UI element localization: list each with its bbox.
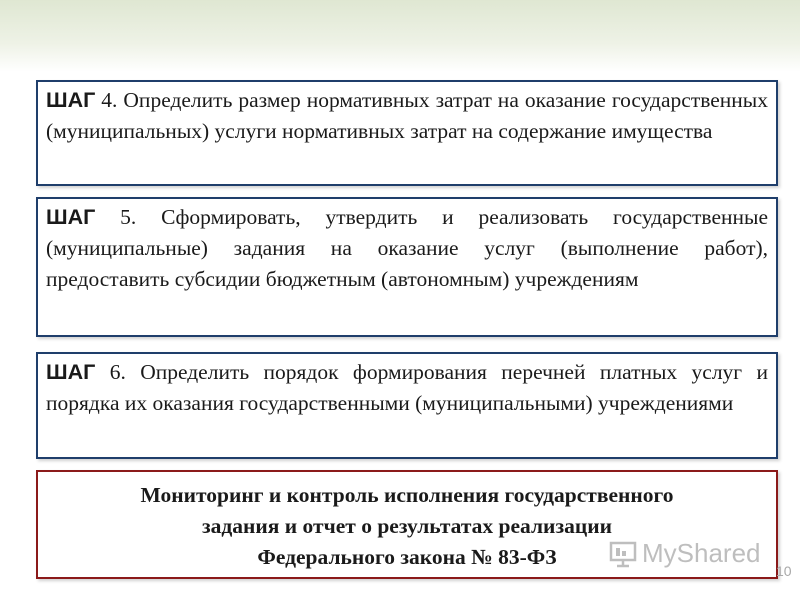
step-4-prefix: ШАГ [46, 88, 96, 112]
header-band [0, 0, 800, 72]
step-6-box [36, 352, 778, 459]
step-4-text: 4. Определить размер нормативных затрат на оказание государственных (муниципальных) услуги нормативных затрат на содержание имущества [46, 88, 768, 143]
myshared-watermark [608, 538, 761, 569]
page-number: 10 [776, 563, 792, 579]
step-5-box [36, 197, 778, 337]
monitoring-line-2: задания и отчет о результатах реализации [202, 514, 612, 538]
monitoring-line-3: Федерального закона № 83-ФЗ [257, 545, 557, 569]
presentation-board-icon [608, 539, 638, 569]
step-5-prefix: ШАГ [46, 205, 96, 229]
step-6-prefix: ШАГ [46, 360, 96, 384]
step-6-text: 6. Определить порядок формирования перечней платных услуг и порядка их оказания государственными (муниципальными) учреждениями [46, 360, 768, 415]
step-5-text: 5. Сформировать, утвердить и реализовать государственные (муниципальные) задания на оказание услуг (выполнение работ), предоставить субсидии бюджетным (автономным) учреждениям [46, 205, 768, 291]
monitoring-line-1: Мониторинг и контроль исполнения государственного [140, 483, 674, 507]
step-4-box [36, 80, 778, 186]
watermark-text: MyShared [642, 538, 761, 568]
